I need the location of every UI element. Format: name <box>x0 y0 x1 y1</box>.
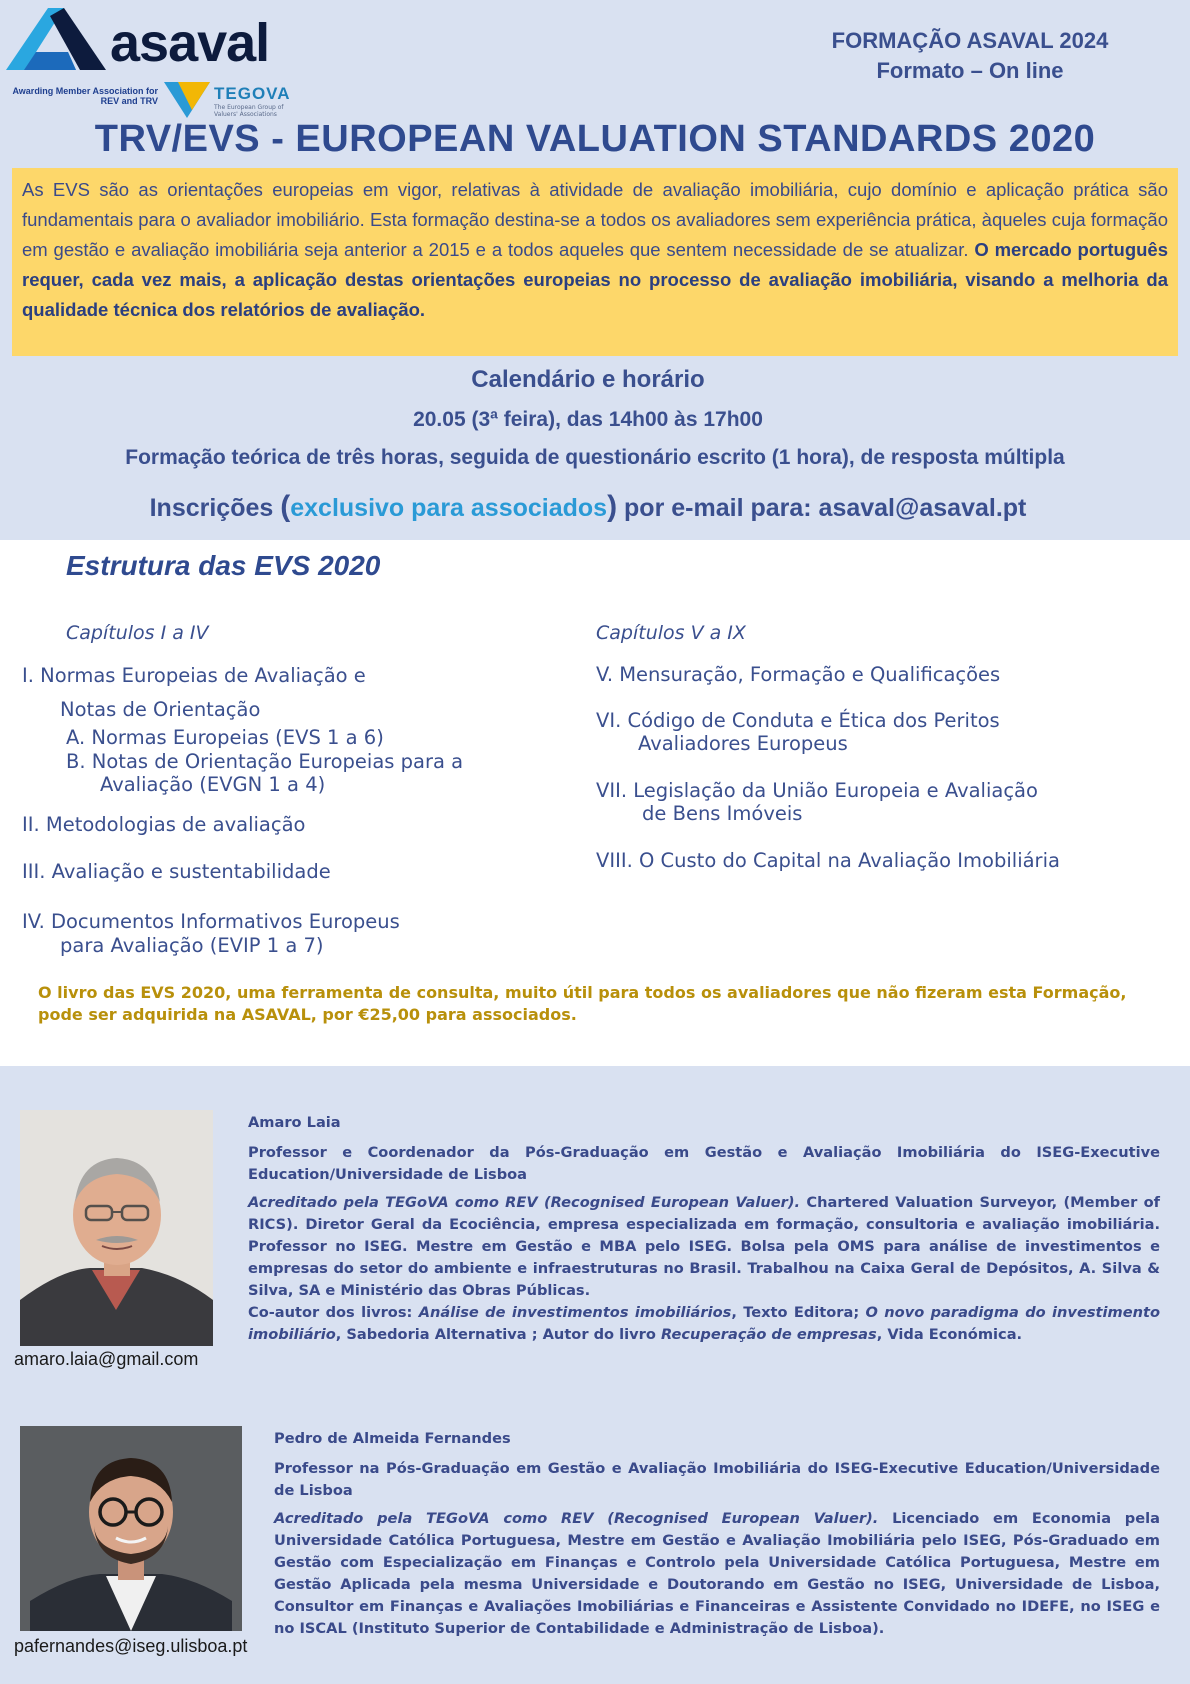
chapter-item: I. Normas Europeias de Avaliação e <box>22 664 366 687</box>
trainer-name: Pedro de Almeida Fernandes <box>274 1430 511 1447</box>
intro-bold-text: O mercado português requer, cada vez mais, a aplicação destas orientações europeias no processo de avaliação imobiliária, visando a melhoria da qualidade técnica dos relatórios de avaliação. <box>22 239 1168 320</box>
page-title: TRV/EVS - EUROPEAN VALUATION STANDARDS 2020 <box>94 118 1096 160</box>
right-chapters-heading: Capítulos V a IX <box>596 622 746 644</box>
trainer-description <box>274 1508 1160 1640</box>
formato-label: Formato – On line <box>876 58 1064 83</box>
chapter-item: V. Mensuração, Formação e Qualificações <box>596 663 1001 686</box>
trainer-role: Professor e Coordenador da Pós-Graduação em Gestão e Avaliação Imobiliária do ISEG-Executive Education/Universidade de Lisboa <box>248 1144 1160 1183</box>
left-chapters-heading: Capítulos I a IV <box>66 622 209 644</box>
chapter-item: VII. Legislação da União Europeia e Avaliação <box>596 779 1038 802</box>
chapter-item: III. Avaliação e sustentabilidade <box>22 860 331 883</box>
formacao-year: FORMAÇÃO ASAVAL 2024 <box>831 28 1109 53</box>
portrait-image <box>20 1426 242 1631</box>
trainer-name: Amaro Laia <box>248 1114 341 1131</box>
inscricoes-highlight: exclusivo para associados <box>290 494 608 522</box>
logo-subtitle: Awarding Member Association for REV and TRV <box>12 86 158 106</box>
book-note: O livro das EVS 2020, uma ferramenta de consulta, muito útil para todos os avaliadores que não fizeram esta Formação, pode ser adquirida na ASAVAL, por €25,00 para associados. <box>38 983 1127 1024</box>
calendar-date: 20.05 (3ª feira), das 14h00 às 17h00 <box>413 408 763 431</box>
inscricoes-line <box>0 490 1176 524</box>
chapter-item: para Avaliação (EVIP 1 a 7) <box>60 934 324 957</box>
chapter-item: IV. Documentos Informativos Europeus <box>22 910 400 933</box>
trainer-book: Recuperação de empresas <box>660 1326 877 1343</box>
logo-wordmark: asaval <box>110 13 270 73</box>
calendar-description: Formação teórica de três horas, seguida de questionário escrito (1 hora), de resposta múltipla <box>125 446 1065 469</box>
trainer-photo-amaro <box>20 1110 213 1346</box>
trainer-book: O novo paradigma do investimento imobiliário <box>248 1304 1160 1343</box>
asaval-logo-mark <box>6 8 116 74</box>
trainer-role: Professor na Pós-Graduação em Gestão e Avaliação Imobiliária do ISEG-Executive Education/Universidade de Lisboa <box>274 1460 1160 1499</box>
trainer-book-publisher: , Vida Económica. <box>876 1326 1023 1343</box>
chapter-subitem: A. Normas Europeias (EVS 1 a 6) <box>66 726 384 749</box>
trainer-accreditation: Acreditado pela TEGoVA como REV (Recognised European Valuer). <box>248 1194 801 1211</box>
chapter-item: VIII. O Custo do Capital na Avaliação Imobiliária <box>596 849 1060 872</box>
trainer-books-prefix: Co-autor dos livros: <box>248 1304 419 1321</box>
trainer-bio-text: Licenciado em Economia pela Universidade Católica Portuguesa, Mestre em Gestão e Avaliação Imobiliária pelo ISEG, Pós-Graduado em Gestão com Especialização em Finanças e Controlo pela Universidade Católica Portuguesa, Mestre em Gestão Aplicada pela mesma Universidade e Doutorando em Gestão no ISEG, Universidade de Lisboa, Consultor em Finanças e Avaliações Imobiliárias e Financeiras e Assistente Convidado no IDEFE, no ISEG e no ISCAL (Instituto Superior de Contabilidade e Administração de Lisboa). <box>274 1510 1160 1637</box>
intro-text: As EVS são as orientações europeias em vigor, relativas à atividade de avaliação imobiliária, cujo domínio e aplicação prática são fundamentais para o avaliador imobiliário. Esta formação destina-se a todos os avaliadores sem experiência prática, àqueles cuja formação em gestão e avaliação imobiliária seja anterior a 2015 e a todos aqueles que sentem necessidade de se atualizar. <box>22 179 1168 260</box>
inscricoes-prefix: Inscrições <box>149 494 274 522</box>
trainer-bio-amaro <box>248 1112 1160 1352</box>
chapter-item: de Bens Imóveis <box>642 802 803 825</box>
inscricoes-email[interactable]: por e-mail para: asaval@asaval.pt <box>617 494 1027 522</box>
intro-box <box>12 168 1178 356</box>
structure-title: Estrutura das EVS 2020 <box>66 550 381 581</box>
calendar-title: Calendário e horário <box>471 366 705 393</box>
portrait-image <box>20 1110 213 1346</box>
inscricoes-open-paren: ( <box>280 490 291 523</box>
chapter-subitem: Avaliação (EVGN 1 a 4) <box>100 773 326 796</box>
trainer-bio-pedro <box>274 1428 1160 1646</box>
trainer-photo-pedro <box>20 1426 242 1631</box>
chapter-item: Notas de Orientação <box>60 698 261 721</box>
chapter-item: VI. Código de Conduta e Ética dos Peritos <box>596 709 1000 732</box>
trainer-accreditation: Acreditado pela TEGoVA como REV (Recognised European Valuer). <box>274 1510 879 1527</box>
tegova-subtitle: The European Group of Valuers' Associations <box>214 104 284 118</box>
tegova-logo-icon <box>164 82 210 118</box>
asaval-logo <box>6 8 306 118</box>
inscricoes-close-paren: ) <box>607 490 618 523</box>
trainer-email[interactable]: pafernandes@iseg.ulisboa.pt <box>14 1636 248 1656</box>
trainer-description <box>248 1192 1160 1346</box>
chapter-subitem: B. Notas de Orientação Europeias para a <box>66 750 464 773</box>
chapter-item: II. Metodologias de avaliação <box>22 813 306 836</box>
trainer-book-publisher: , Sabedoria Alternativa ; Autor do livro <box>335 1326 661 1343</box>
trainer-book: Análise de investimentos imobiliários <box>418 1304 732 1321</box>
trainer-book-publisher: , Texto Editora; <box>731 1304 866 1321</box>
trainer-bio-text: Chartered Valuation Surveyor, (Member of RICS). Diretor Geral da Ecociência, empresa especializada em formação, consultoria e avaliação imobiliária. Professor no ISEG. Mestre em Gestão e MBA pelo ISEG. Bolsa pela OMS para análise de investimentos e empresas do setor do ambiente e infraestruturas no Brasil. Trabalhou na Caixa Geral de Depósitos, A. Silva & Silva, SA e Ministério das Obras Públicas. <box>248 1194 1160 1299</box>
trainer-email[interactable]: amaro.laia@gmail.com <box>14 1349 199 1369</box>
chapter-item: Avaliadores Europeus <box>638 732 848 755</box>
tegova-wordmark: TEGOVA <box>214 84 291 103</box>
formacao-header <box>780 26 1160 86</box>
